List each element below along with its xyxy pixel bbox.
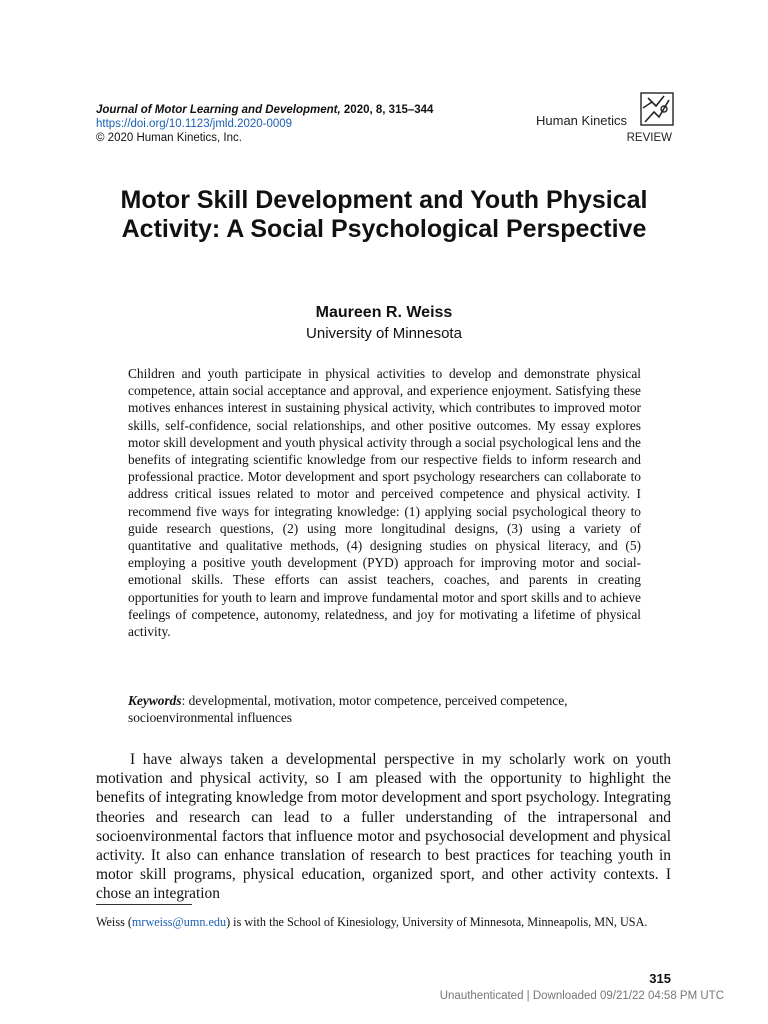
body-paragraph: I have always taken a developmental perspective in my scholarly work on youth motivation and physical activity, so I am pleased with the opportunity to highlight the benefits of integrating knowledge from motor development and sport psychology. Integrating theories and research can lead to a fuller understanding of the intrapersonal and socioenvironmental factors that influence motor and psychosocial development and physical activity. It also can enhance translation of research to best practices for teaching youth in motor skill programs, physical education, organized sport, and other activity contexts. I chose an integration: [96, 751, 671, 903]
keywords: [128, 692, 641, 726]
copyright-notice: © 2020 Human Kinetics, Inc.: [96, 132, 242, 144]
journal-citation: [96, 103, 433, 117]
abstract: Children and youth participate in physical activities to develop and demonstrate physical competence, attain social acceptance and approval, and experience enjoyment. Satisfying these motives enhances interest in sustaining physical activity, which contributes to improved motor skills, self-confidence, social relationships, and other positive outcomes. My essay explores motor skill development and youth physical activity through a social psychological lens and the benefits of integrating scientific knowledge from our respective fields to inform research and professional practice. Motor development and sport psychology researchers can collaborate to address critical issues related to motor and perceived competence and physical activity. I recommend five ways for integrating knowledge: (1) applying social psychological theory to guide research questions, (2) using more longitudinal designs, (3) using a variety of quantitative and qualitative methods, (4) designing studies on physical literacy, and (5) employing a positive youth development (PYD) approach for improving motor and social-emotional skills. These efforts can assist teachers, coaches, and parents in creating opportunities for youth to learn and improve fundamental motor and sport skills and to achieve feelings of competence, autonomy, relatedness, and joy for motivating a lifetime of physical activity.: [128, 366, 641, 640]
author-name: Maureen R. Weiss: [315, 304, 453, 321]
publisher-name: Human Kinetics: [536, 113, 628, 128]
journal-volume-pages: 2020, 8, 315–344: [340, 104, 434, 116]
footnote-prefix: Weiss (: [96, 915, 132, 929]
keywords-list: : developmental, motivation, motor competence, perceived competence, socioenvironmental influences: [128, 693, 568, 726]
doi-link[interactable]: https://doi.org/10.1123/jmld.2020-0009: [96, 118, 293, 130]
author-affiliation: University of Minnesota: [306, 325, 462, 342]
journal-title: Journal of Motor Learning and Development,: [96, 104, 341, 116]
author-footnote: [96, 914, 671, 931]
footnote-suffix: ) is with the School of Kinesiology, University of Minnesota, Minneapolis, MN, USA.: [226, 915, 648, 929]
human-kinetics-logo-icon: [640, 92, 674, 126]
download-notice: Unauthenticated | Downloaded 09/21/22 04:58 PM UTC: [439, 990, 724, 1002]
footnote-divider: [96, 904, 192, 905]
article-title: Motor Skill Development and Youth Physical Activity: A Social Psychological Perspective: [120, 186, 648, 243]
article-type: REVIEW: [626, 132, 672, 144]
keywords-label: Keywords: [128, 693, 182, 708]
author-email-link[interactable]: mrweiss@umn.edu: [131, 915, 227, 929]
page-number: 315: [649, 971, 671, 986]
